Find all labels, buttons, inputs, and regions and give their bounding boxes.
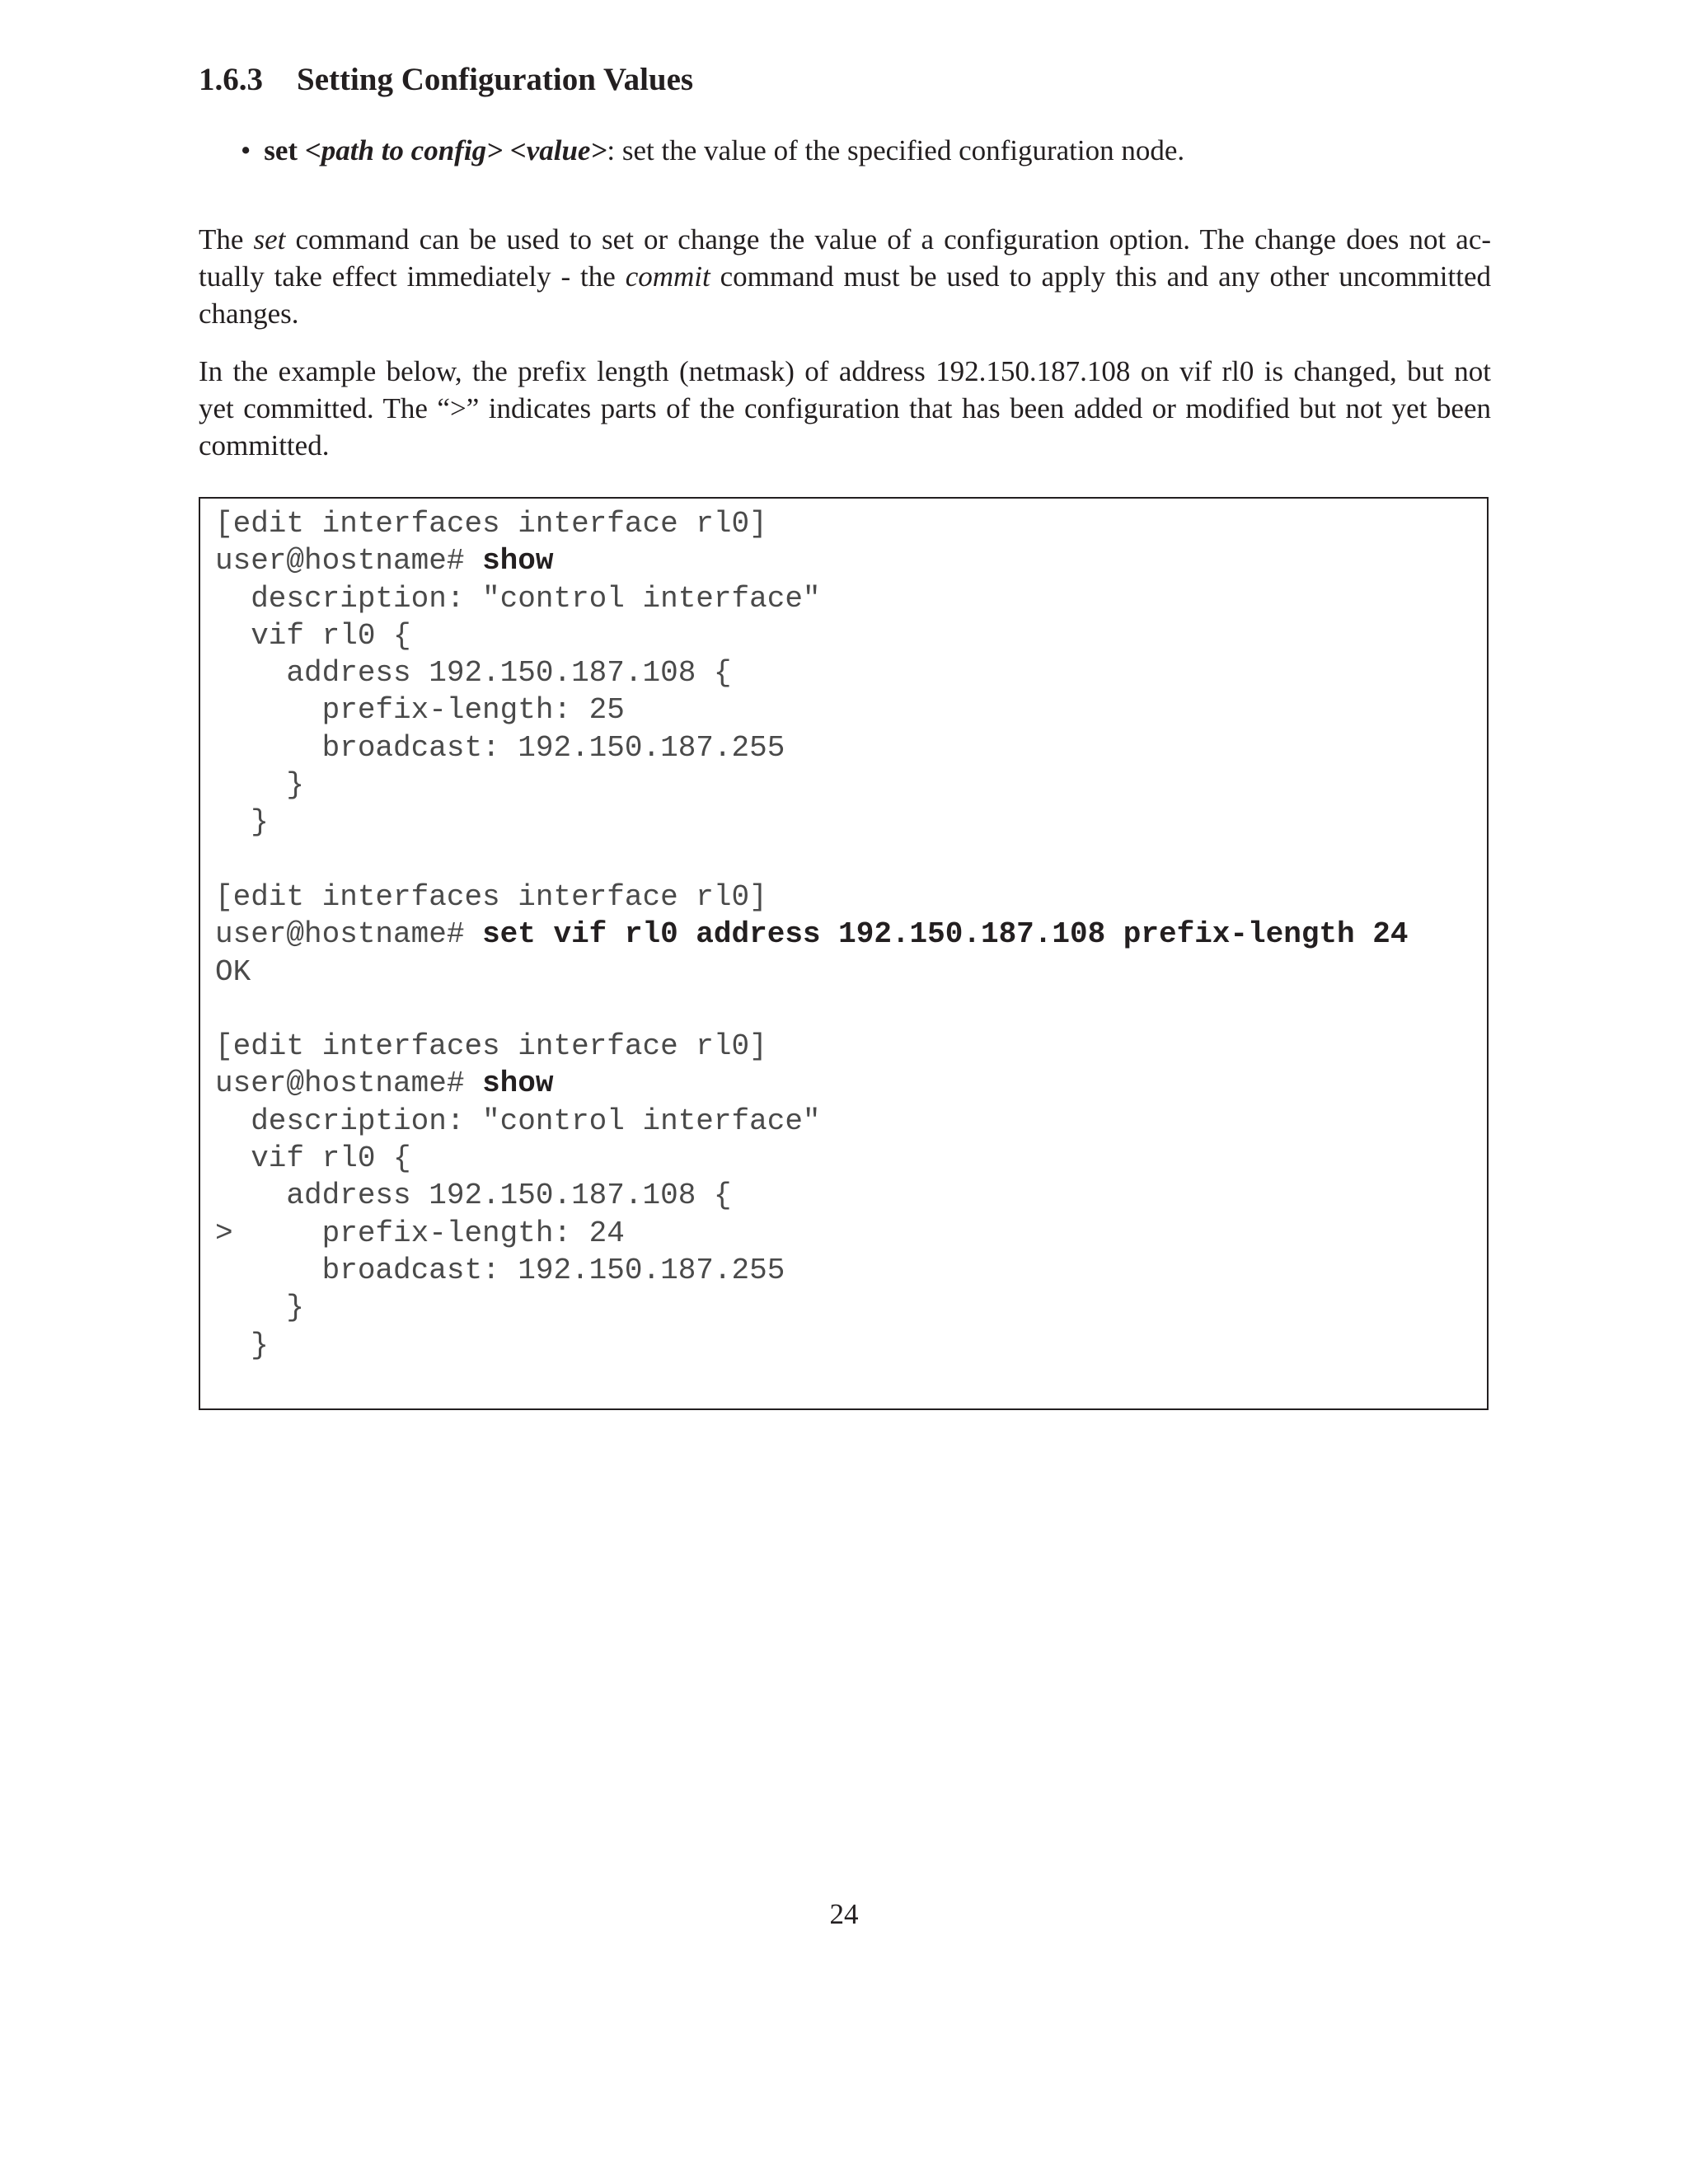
command-description: : set the value of the specified configuration node. [607, 134, 1185, 166]
code-line: address 192.150.187.108 { [215, 656, 732, 691]
code-command: set vif rl0 address 192.150.187.108 prefix-length 24 [482, 917, 1409, 952]
command-name: set [264, 134, 298, 166]
command-bullet [241, 130, 1184, 171]
code-line: address 192.150.187.108 { [215, 1179, 732, 1213]
paragraph-line: changes. [199, 298, 299, 330]
code-prompt: user@hostname# [215, 544, 483, 579]
code-line: } [215, 1291, 305, 1325]
code-line: } [215, 805, 269, 840]
code-command: show [482, 1066, 554, 1101]
code-context: [edit interfaces interface rl0] [215, 507, 767, 541]
code-context: [edit interfaces interface rl0] [215, 1029, 767, 1064]
paragraph-line: The set command can be used to set or change the value of a configuration option. The change does not ac- [199, 223, 1492, 255]
code-example-box [199, 497, 1489, 1410]
code-output: OK [215, 954, 251, 989]
code-line: description: "control interface" [215, 1104, 821, 1138]
code-command: show [482, 544, 554, 579]
code-line: prefix-length: 25 [215, 693, 625, 728]
code-line-modified: > prefix-length: 24 [215, 1216, 625, 1250]
code-line: } [215, 1328, 269, 1362]
paragraph-line: In the example below, the prefix length (netmask) of address 192.150.187.108 on vif rl0 is changed, but not [199, 355, 1491, 387]
command-arg-value: <value> [509, 134, 607, 166]
section-number: 1.6.3 [199, 62, 263, 97]
code-listing [215, 505, 1408, 1364]
section-title: Setting Configuration Values [297, 62, 694, 97]
code-line: } [215, 768, 305, 803]
code-line: broadcast: 192.150.187.255 [215, 730, 785, 765]
paragraph-line: yet committed. The “>” indicates parts of the configuration that has been added or modified but not yet been [199, 392, 1491, 424]
code-prompt: user@hostname# [215, 1066, 483, 1101]
code-context: [edit interfaces interface rl0] [215, 879, 767, 914]
paragraph-set-command [199, 221, 1491, 332]
bullet-icon: • [241, 134, 251, 166]
code-prompt: user@hostname# [215, 917, 483, 952]
code-line: vif rl0 { [215, 1141, 411, 1176]
code-line: vif rl0 { [215, 618, 411, 653]
page-number: 24 [829, 1898, 859, 1930]
code-line: description: "control interface" [215, 581, 821, 616]
paragraph-example [199, 353, 1491, 464]
code-line: broadcast: 192.150.187.255 [215, 1253, 785, 1287]
paragraph-line: committed. [199, 429, 330, 462]
section-heading [199, 59, 693, 101]
command-arg-path: <path to config> [304, 134, 504, 166]
paragraph-line: tually take effect immediately - the commit command must be used to apply this and any other uncommitted [199, 260, 1491, 293]
